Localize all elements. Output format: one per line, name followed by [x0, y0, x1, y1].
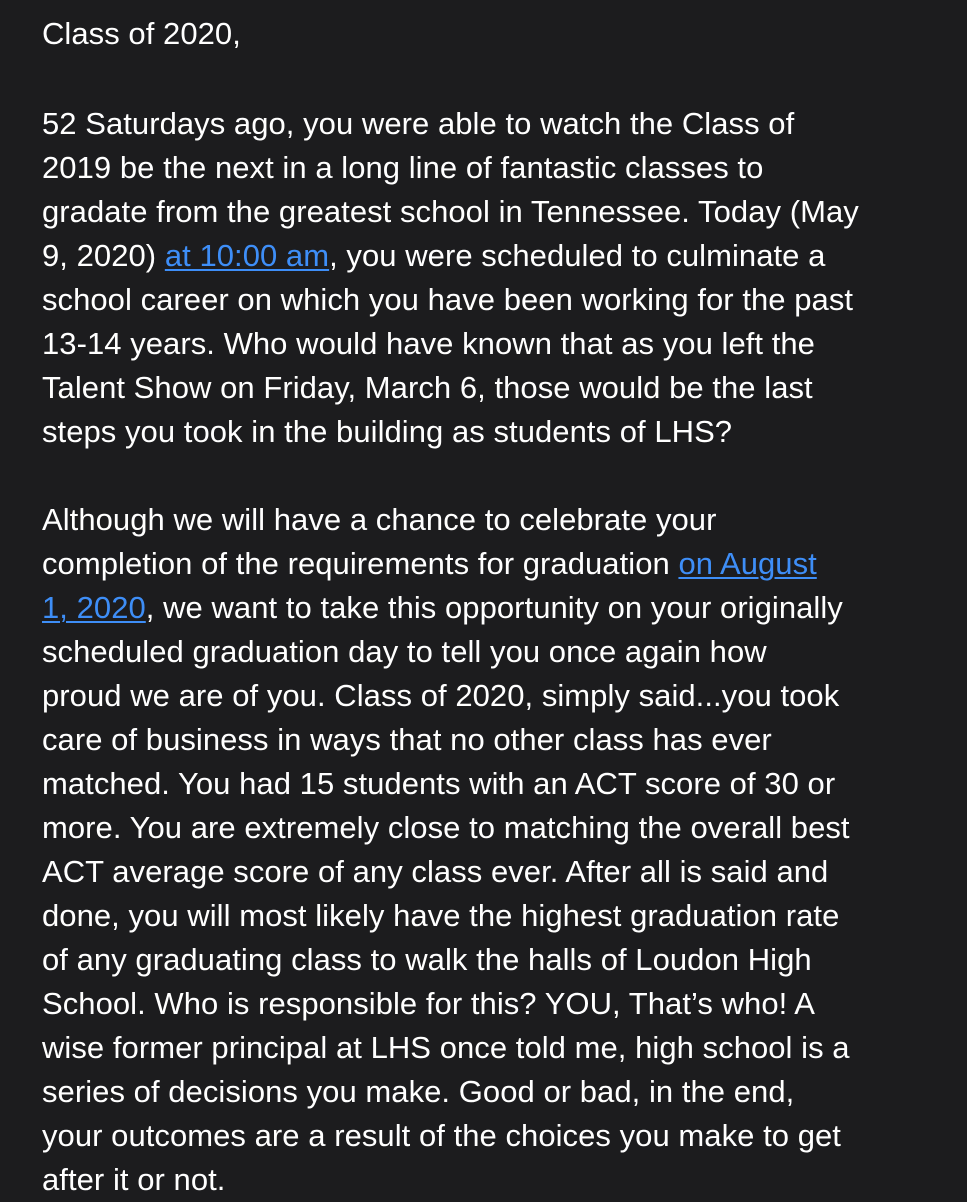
text-segment: Although we will have a chance to celebrate your — [42, 502, 717, 537]
text-line — [42, 322, 815, 366]
text-line — [42, 1026, 850, 1070]
text-segment: of any graduating class to walk the halls of Loudon High — [42, 942, 812, 977]
text-line — [42, 850, 828, 894]
text-line — [42, 234, 825, 278]
text-segment: School. Who is responsible for this? YOU, That’s who! A — [42, 986, 815, 1021]
text-line — [42, 102, 794, 146]
date-link[interactable]: on August — [678, 546, 817, 581]
text-segment: steps you took in the building as students of LHS? — [42, 414, 733, 449]
text-line — [42, 498, 716, 542]
text-segment: Class of 2020, — [42, 16, 241, 51]
text-segment: ACT average score of any class ever. After all is said and — [42, 854, 829, 889]
text-segment: completion of the requirements for graduation — [42, 546, 679, 581]
text-segment: scheduled graduation day to tell you once again how — [42, 634, 767, 669]
text-segment: , you were scheduled to culminate a — [329, 238, 826, 273]
text-line — [42, 542, 817, 586]
text-line — [42, 278, 853, 322]
text-segment: wise former principal at LHS once told me, high school is a — [42, 1030, 850, 1065]
text-segment: school career on which you have been working for the past — [42, 282, 854, 317]
date-link[interactable]: at 10:00 am — [164, 238, 330, 273]
text-segment: matched. You had 15 students with an ACT score of 30 or — [42, 766, 836, 801]
text-segment: 13-14 years. Who would have known that as you left the — [42, 326, 815, 361]
text-segment: 2019 be the next in a long line of fantastic classes to — [42, 150, 764, 185]
text-line — [42, 982, 815, 1026]
text-segment: gradate from the greatest school in Tennessee. Today (May — [42, 194, 859, 229]
text-line — [42, 674, 839, 718]
text-line — [42, 1114, 841, 1158]
text-segment: series of decisions you make. Good or bad, in the end, — [42, 1074, 795, 1109]
text-line — [42, 12, 241, 56]
text-line — [42, 190, 859, 234]
text-line — [42, 630, 767, 674]
text-line — [42, 366, 813, 410]
text-segment: 52 Saturdays ago, you were able to watch the Class of — [42, 106, 795, 141]
text-segment: proud we are of you. Class of 2020, simply said...you took — [42, 678, 840, 713]
text-line — [42, 410, 732, 454]
text-segment: done, you will most likely have the highest graduation rate — [42, 898, 840, 933]
text-segment: Talent Show on Friday, March 6, those would be the last — [42, 370, 813, 405]
text-line — [42, 586, 843, 630]
text-line — [42, 894, 839, 938]
date-link[interactable]: 1, 2020 — [42, 590, 146, 625]
text-segment: 9, 2020) — [42, 238, 165, 273]
text-segment: more. You are extremely close to matching the overall best — [42, 810, 850, 845]
text-line — [42, 718, 772, 762]
text-line — [42, 762, 835, 806]
text-line — [42, 1158, 225, 1202]
text-segment: after it or not. — [42, 1162, 226, 1197]
text-segment: , we want to take this opportunity on your originally — [145, 590, 843, 625]
text-line — [42, 146, 763, 190]
text-line — [42, 938, 812, 982]
text-segment: care of business in ways that no other class has ever — [42, 722, 772, 757]
text-segment: your outcomes are a result of the choices you make to get — [42, 1118, 841, 1153]
text-line — [42, 1070, 794, 1114]
text-line — [42, 806, 850, 850]
